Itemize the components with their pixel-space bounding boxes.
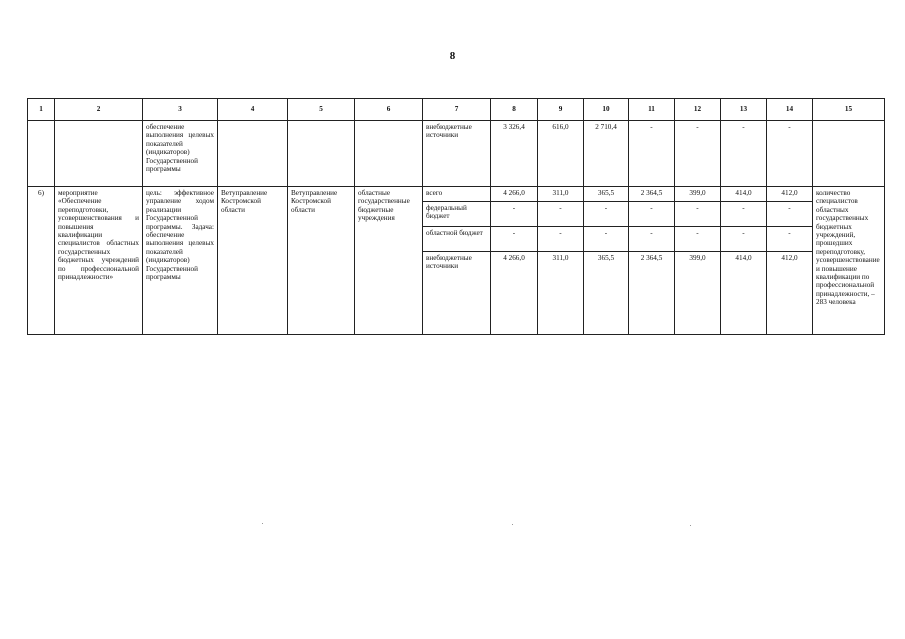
header-cell: 9 (538, 99, 584, 121)
value-cell: - (767, 227, 813, 252)
header-cell: 4 (218, 99, 288, 121)
value-cell: - (629, 121, 675, 187)
program-table (27, 98, 885, 335)
header-cell: 6 (355, 99, 423, 121)
scan-speck (512, 524, 513, 525)
value-cell: - (721, 202, 767, 227)
participants-cell: областные государственные бюджетные учреждения (355, 187, 423, 335)
source-cell: федеральный бюджет (423, 202, 491, 227)
source-cell: внебюджетные источники (423, 252, 491, 335)
value-cell: 2 364,5 (629, 187, 675, 202)
value-cell: 3 326,4 (491, 121, 538, 187)
value-cell: 412,0 (767, 187, 813, 202)
value-cell: - (675, 227, 721, 252)
table-cell (55, 121, 143, 187)
header-cell: 15 (813, 99, 885, 121)
header-cell: 7 (423, 99, 491, 121)
header-cell: 3 (143, 99, 218, 121)
value-cell: - (767, 121, 813, 187)
source-cell: областной бюджет (423, 227, 491, 252)
value-cell: 311,0 (538, 252, 584, 335)
value-cell: - (629, 202, 675, 227)
table-row (28, 187, 885, 202)
header-cell: 11 (629, 99, 675, 121)
value-cell: - (629, 227, 675, 252)
executor-cell: Ветуправление Костромской области (218, 187, 288, 335)
page-number: 8 (449, 50, 456, 62)
value-cell: 4 266,0 (491, 252, 538, 335)
value-cell: 399,0 (675, 187, 721, 202)
value-cell: 616,0 (538, 121, 584, 187)
value-cell: 365,5 (584, 252, 629, 335)
source-cell: всего (423, 187, 491, 202)
value-cell: 399,0 (675, 252, 721, 335)
header-row (28, 99, 885, 121)
value-cell: - (491, 202, 538, 227)
header-cell: 1 (28, 99, 55, 121)
value-cell: 412,0 (767, 252, 813, 335)
goal-cell: обеспечение выполнения целевых показателей (индикаторов) Государственной программы (143, 121, 218, 187)
value-cell: 414,0 (721, 252, 767, 335)
value-cell: - (675, 121, 721, 187)
value-cell: - (675, 202, 721, 227)
value-cell: 311,0 (538, 187, 584, 202)
indicator-cell: количество специалистов областных государственных бюджетных учреждений, прошедших переподготовку, усовершенствование и повышение квалификации по профессиональной принадлежности, – 283 человека (813, 187, 885, 335)
goal-cell: цель: эффективное управление ходом реализации Государственной программы. Задача: обеспечение выполнения целевых показателей (индикаторов) Государственной программы (143, 187, 218, 335)
event-cell: мероприятие «Обеспечение переподготовки, усовершенствования и повышения квалификации специалистов областных государственных бюджетных учреждений по профессиональной принадлежности» (55, 187, 143, 335)
header-cell: 13 (721, 99, 767, 121)
header-cell: 5 (288, 99, 355, 121)
row-number-cell: 6) (28, 187, 55, 335)
value-cell: - (538, 227, 584, 252)
value-cell: - (721, 227, 767, 252)
value-cell: 2 364,5 (629, 252, 675, 335)
value-cell: 2 710,4 (584, 121, 629, 187)
table-cell (218, 121, 288, 187)
header-cell: 12 (675, 99, 721, 121)
value-cell: - (491, 227, 538, 252)
value-cell: - (584, 202, 629, 227)
table-cell (28, 121, 55, 187)
table-cell (813, 121, 885, 187)
value-cell: 4 266,0 (491, 187, 538, 202)
table-row (28, 121, 885, 187)
value-cell: - (767, 202, 813, 227)
value-cell: - (538, 202, 584, 227)
header-cell: 2 (55, 99, 143, 121)
value-cell: 414,0 (721, 187, 767, 202)
value-cell: - (721, 121, 767, 187)
table-cell (288, 121, 355, 187)
scan-speck (690, 525, 691, 526)
scan-speck (262, 523, 263, 524)
header-cell: 10 (584, 99, 629, 121)
header-cell: 14 (767, 99, 813, 121)
header-cell: 8 (491, 99, 538, 121)
table-cell (355, 121, 423, 187)
value-cell: 365,5 (584, 187, 629, 202)
source-cell: внебюджетные источники (423, 121, 491, 187)
value-cell: - (584, 227, 629, 252)
coexecutor-cell: Ветуправление Костромской области (288, 187, 355, 335)
